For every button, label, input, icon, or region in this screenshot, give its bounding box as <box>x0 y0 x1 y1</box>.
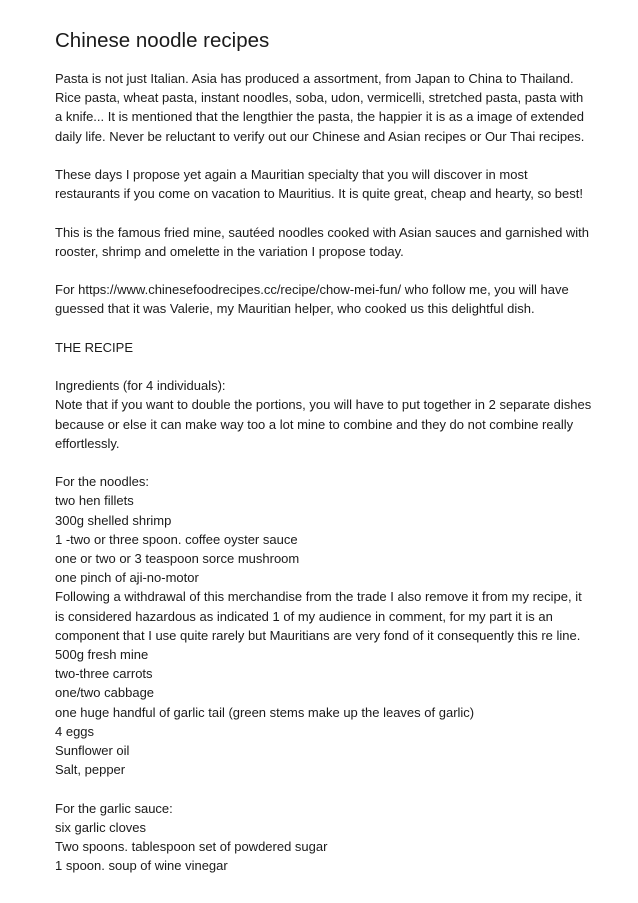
paragraph <box>55 472 615 779</box>
text-line: is considered hazardous as indicated 1 of my audience in comment, for my part it is an <box>55 608 553 624</box>
text-line: Note that if you want to double the portions, you will have to put together in 2 separate dishes <box>55 397 592 413</box>
text-line: 300g shelled shrimp <box>55 512 172 528</box>
text-line: because or else it can make way too a lot mine to combine and they do not combine really <box>55 416 574 432</box>
paragraph <box>55 376 615 453</box>
paragraph <box>55 338 615 357</box>
text-line: a knife... It is mentioned that the lengthier the pasta, the happier it is as a image of extended <box>55 109 584 125</box>
text-line: effortlessly. <box>55 435 120 451</box>
text-line: Salt, pepper <box>55 762 126 778</box>
text-line: one or two or 3 teaspoon sorce mushroom <box>55 550 300 566</box>
document-body <box>55 69 615 895</box>
text-line: Rice pasta, wheat pasta, instant noodles, soba, udon, vermicelli, stretched pasta, pasta with <box>55 90 584 106</box>
text-line: one/two cabbage <box>55 685 155 701</box>
text-line: Pasta is not just Italian. Asia has produced a assortment, from Japan to China to Thailand. <box>55 71 574 86</box>
text-line: These days I propose yet again a Mauritian specialty that you will discover in most <box>55 167 528 182</box>
paragraph <box>55 280 615 318</box>
text-line: This is the famous fried mine, sautéed noodles cooked with Asian sauces and garnished with <box>55 224 590 240</box>
text-line: 500g fresh mine <box>55 647 149 662</box>
text-line: 4 eggs <box>55 723 95 739</box>
text-line: daily life. Never be reluctant to verify out our Chinese and Asian recipes or Our Thai recipes. <box>55 128 585 144</box>
text-line: guessed that it was Valerie, my Mauritian helper, who cooked us this delightful dish. <box>55 301 535 317</box>
text-line: Two spoons. tablespoon set of powdered sugar <box>55 839 328 855</box>
text-line: THE RECIPE <box>55 339 134 355</box>
text-line: two-three carrots <box>55 666 153 682</box>
text-line: For https://www.chinesefoodrecipes.cc/recipe/chow-mei-fun/ who follow me, you will have <box>55 282 569 298</box>
text-line: Ingredients (for 4 individuals): <box>55 378 226 394</box>
text-line: component that I use quite rarely but Mauritians are very fond of it consequently this re line. <box>55 627 581 643</box>
text-line: two hen fillets <box>55 493 134 509</box>
text-line: 1 -two or three spoon. coffee oyster sauce <box>55 531 298 547</box>
paragraph <box>55 69 615 146</box>
text-line: 1 spoon. soup of wine vinegar <box>55 858 228 874</box>
text-line: six garlic cloves <box>55 819 147 835</box>
text-line: one pinch of aji-no-motor <box>55 570 199 586</box>
text-line: rooster, shrimp and omelette in the variation I propose today. <box>55 243 404 259</box>
text-line: For the noodles: <box>55 474 149 490</box>
text-line: Following a withdrawal of this merchandise from the trade I also remove it from my recipe, it <box>55 589 582 605</box>
text-line: For the garlic sauce: <box>55 800 173 816</box>
paragraph <box>55 223 615 261</box>
paragraph <box>55 165 615 203</box>
paragraph <box>55 799 615 876</box>
text-line: Sunflower oil <box>55 743 130 759</box>
page-title: Chinese noodle recipes <box>55 29 270 52</box>
text-line: one huge handful of garlic tail (green stems make up the leaves of garlic) <box>55 704 475 720</box>
text-line: restaurants if you come on vacation to Mauritius. It is quite great, cheap and hearty, so best! <box>55 186 583 202</box>
